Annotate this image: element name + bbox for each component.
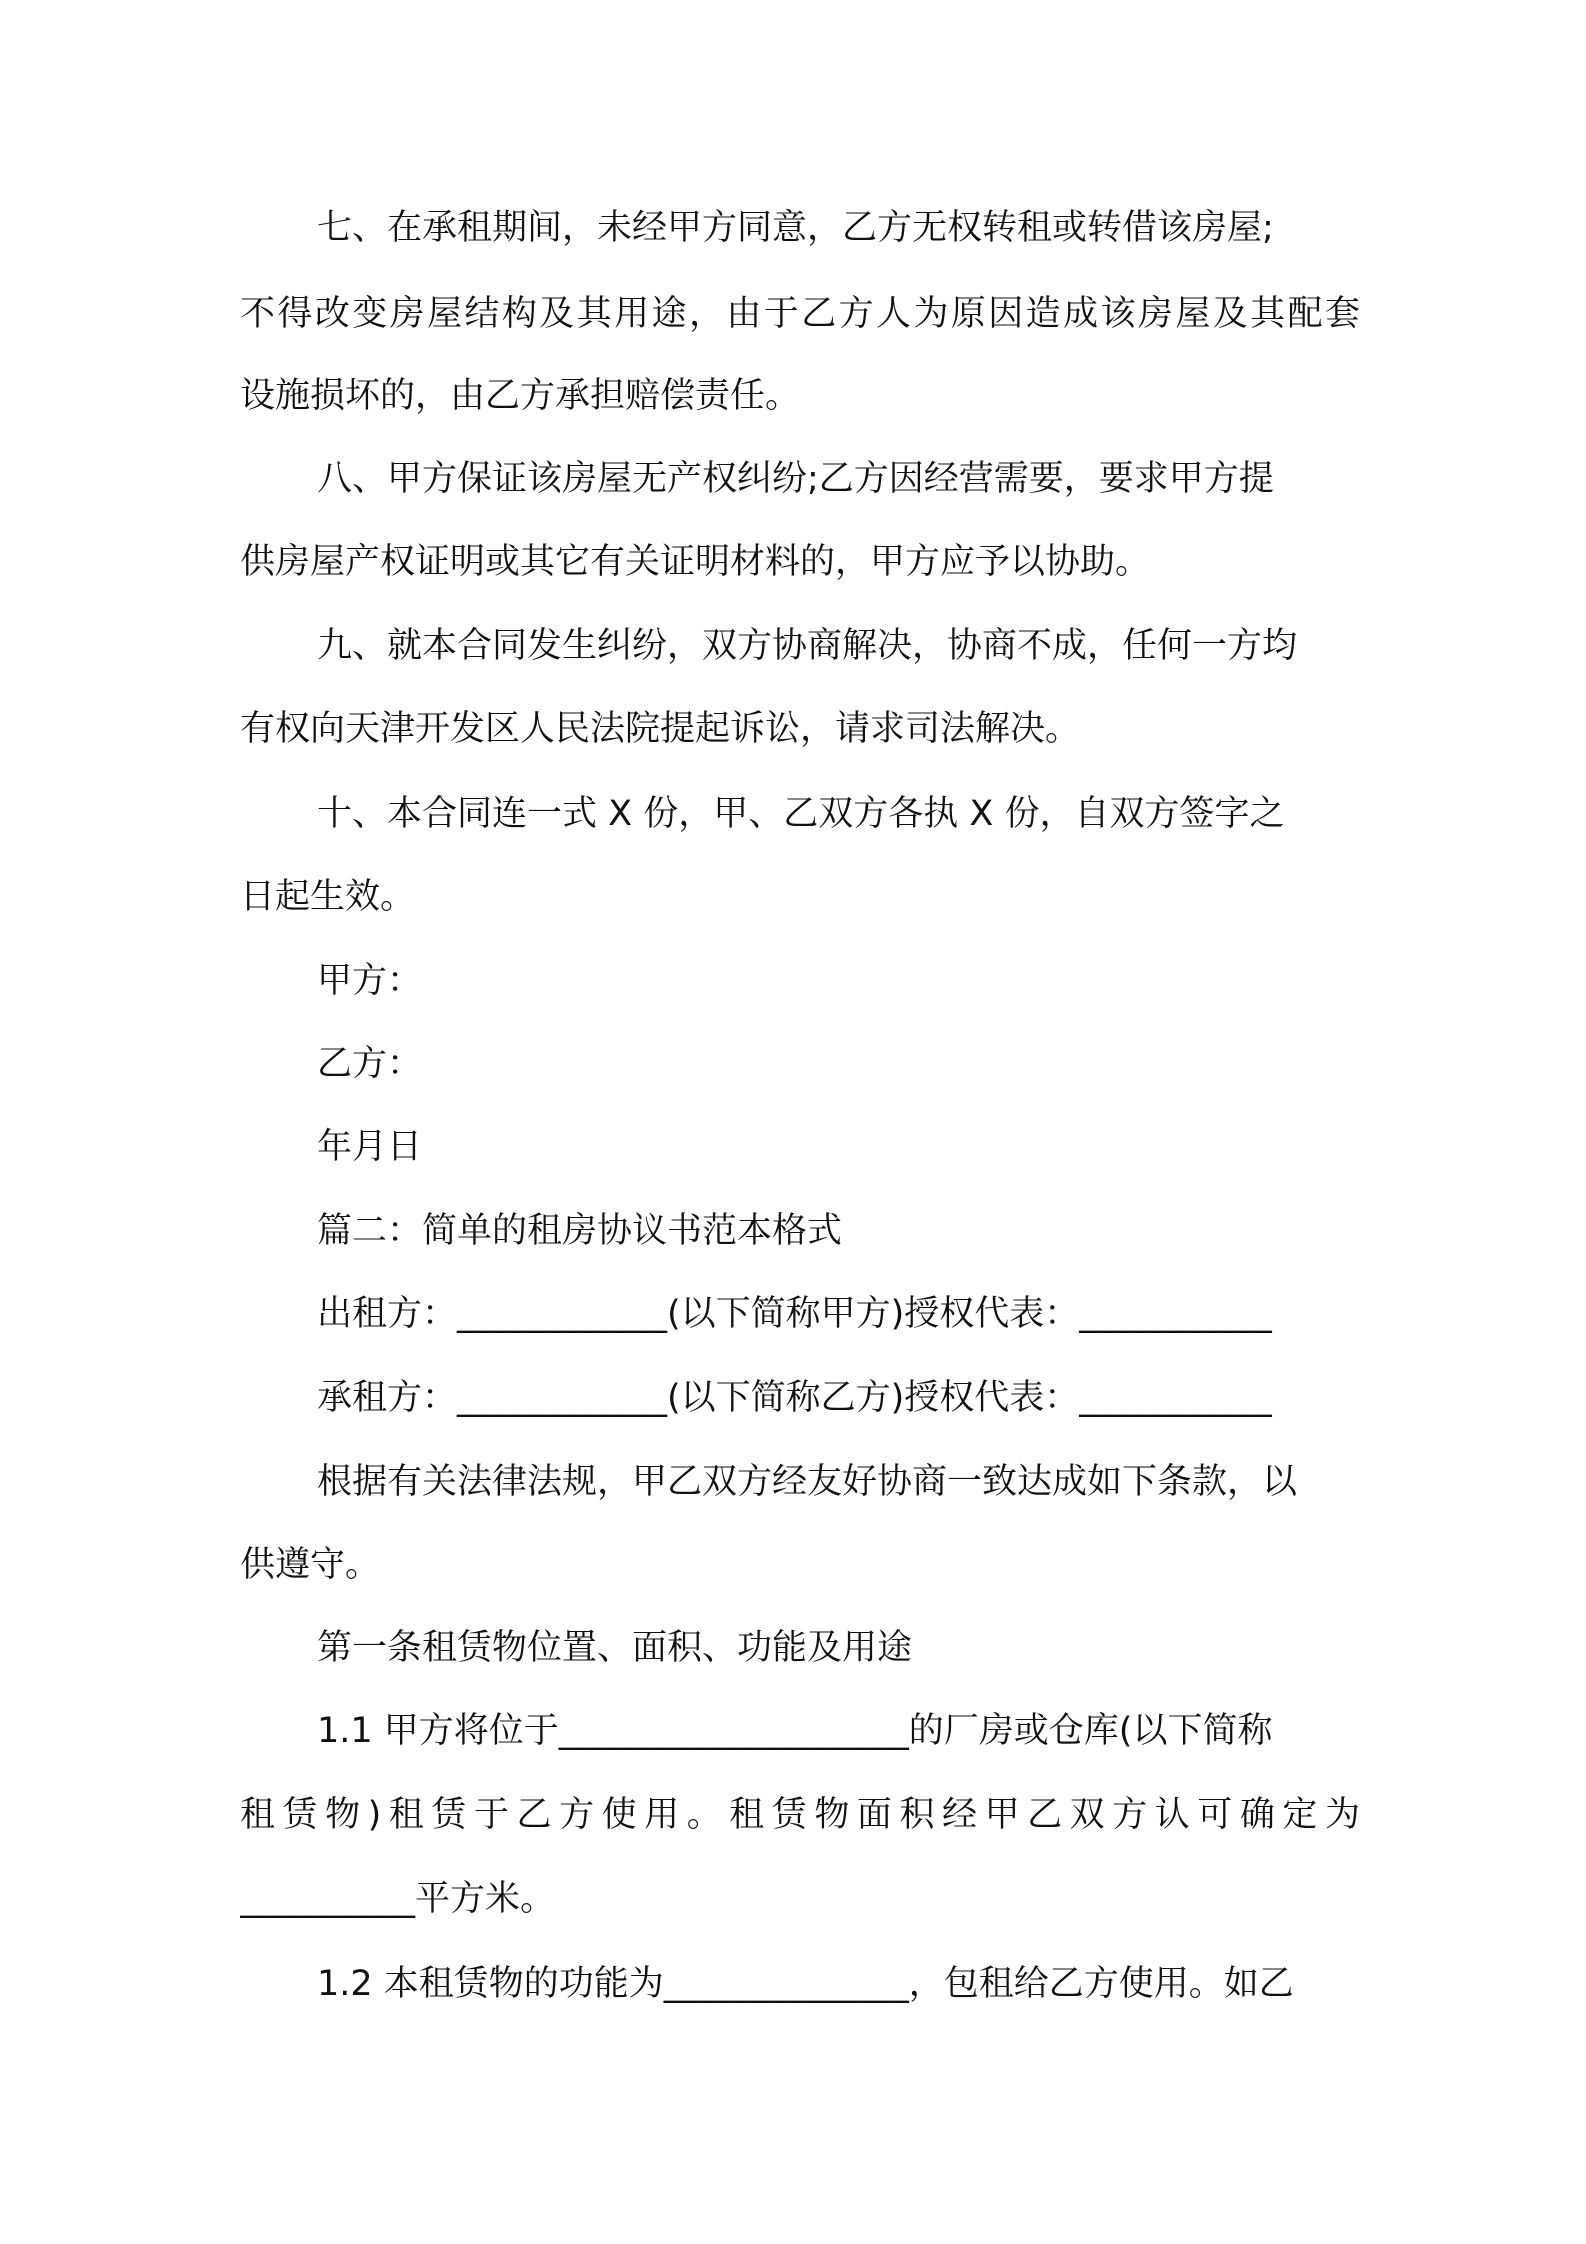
clause-8-line-2: 供房屋产权证明或其它有关证明材料的，甲方应予以协助。: [240, 542, 1151, 582]
date-line: 年月日: [317, 1127, 423, 1167]
item-1-1-line-1: 1.1 甲方将位于____________________的厂房或仓库(以下简称: [317, 1711, 1273, 1751]
item-1-1-line-3: __________平方米。: [240, 1879, 556, 1919]
lessee-line: 承租方：____________(以下简称乙方)授权代表：___________: [317, 1378, 1272, 1418]
clause-10-line-2: 日起生效。: [240, 877, 416, 917]
preamble-line-2: 供遵守。: [240, 1545, 381, 1585]
article-1-heading: 第一条租赁物位置、面积、功能及用途: [317, 1628, 913, 1668]
clause-7-line-2: 不得改变房屋结构及其用途，由于乙方人为原因造成该房屋及其配套: [240, 294, 1360, 334]
party-b-signature: 乙方：: [317, 1044, 423, 1084]
clause-9-line-1: 九、就本合同发生纠纷，双方协商解决，协商不成，任何一方均: [317, 626, 1298, 666]
item-1-1-line-2: 租赁物)租赁于乙方使用。租赁物面积经甲乙双方认可确定为: [240, 1795, 1360, 1835]
item-1-2-line-1: 1.2 本租赁物的功能为______________，包租给乙方使用。如乙: [317, 1964, 1294, 2004]
clause-9-line-2: 有权向天津开发区人民法院提起诉讼，请求司法解决。: [240, 709, 1081, 749]
section-heading: 篇二：简单的租房协议书范本格式: [317, 1211, 843, 1251]
lessor-line: 出租方：____________(以下简称甲方)授权代表：___________: [317, 1294, 1272, 1334]
clause-7-line-1: 七、在承租期间，未经甲方同意，乙方无权转租或转借该房屋;: [317, 208, 1274, 248]
party-a-signature: 甲方：: [317, 961, 423, 1001]
preamble-line-1: 根据有关法律法规，甲乙双方经友好协商一致达成如下条款，以: [317, 1462, 1298, 1502]
clause-8-line-1: 八、甲方保证该房屋无产权纠纷;乙方因经营需要，要求甲方提: [317, 459, 1274, 499]
clause-7-line-3: 设施损坏的，由乙方承担赔偿责任。: [240, 376, 801, 416]
clause-10-line-1: 十、本合同连一式 X 份，甲、乙双方各执 X 份，自双方签字之: [317, 794, 1285, 834]
